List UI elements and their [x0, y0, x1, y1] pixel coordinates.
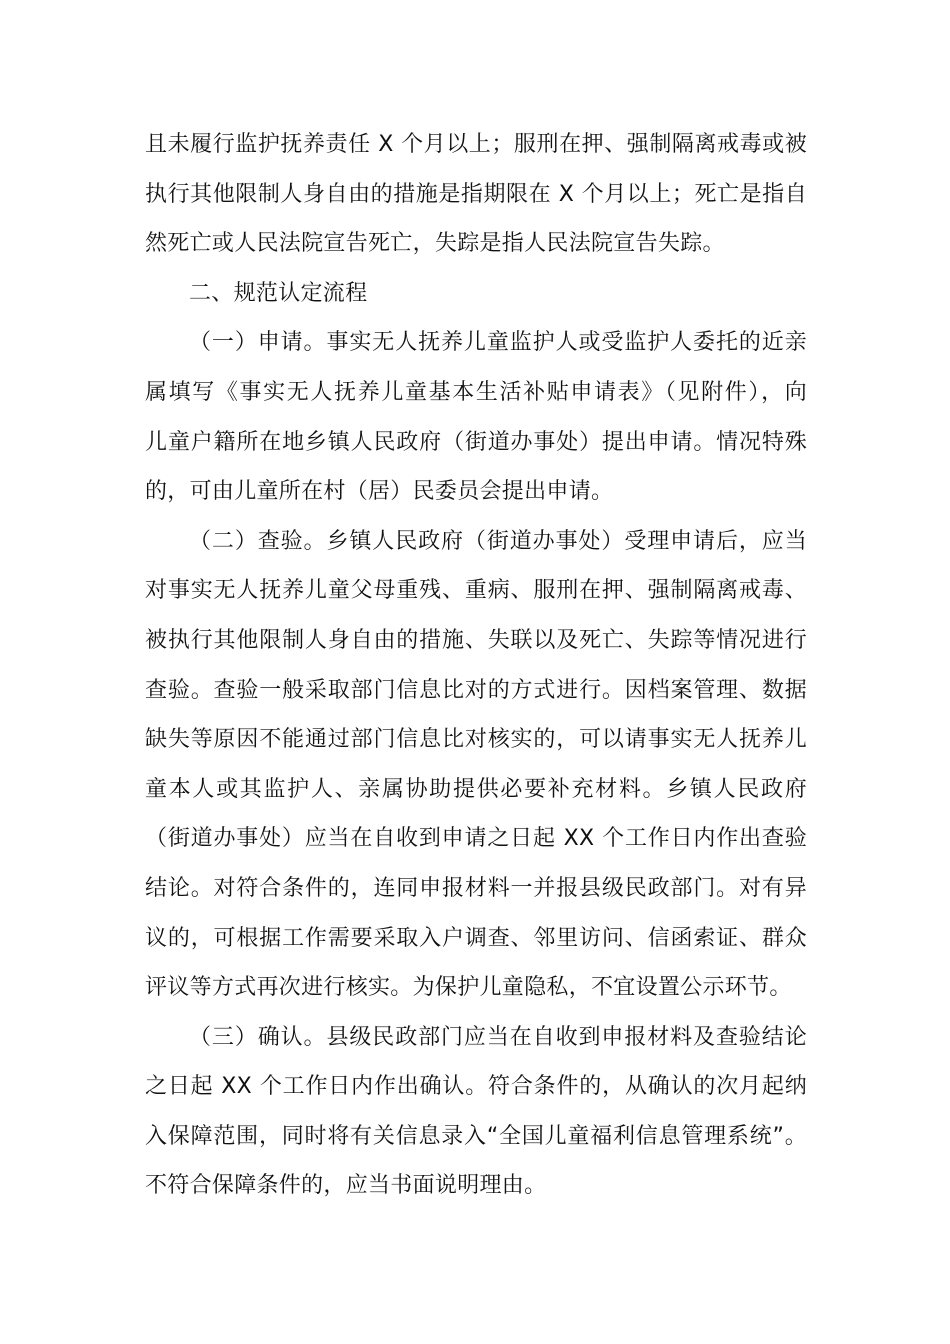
paragraph-line: （一）申请。事实无人抚养儿童监护人或受监护人委托的近亲: [189, 330, 807, 356]
paragraph-line: 缺失等原因不能通过部门信息比对核实的，可以请事实无人抚养儿: [145, 727, 807, 753]
paragraph-line: 的，可由儿童所在村（居）民委员会提出申请。: [145, 479, 614, 505]
paragraph-line: 儿童户籍所在地乡镇人民政府（街道办事处）提出申请。情况特殊: [145, 429, 807, 455]
paragraph-line: 查验。查验一般采取部门信息比对的方式进行。因档案管理、数据: [145, 677, 807, 703]
paragraph-line: 属填写《事实无人抚养儿童基本生活补贴申请表》（见附件），向: [145, 379, 807, 405]
paragraph-line: 对事实无人抚养儿童父母重残、重病、服刑在押、强制隔离戒毒、: [145, 578, 807, 604]
paragraph-line: 不符合保障条件的，应当书面说明理由。: [145, 1173, 547, 1199]
paragraph-line: 结论。对符合条件的，连同申报材料一并报县级民政部门。对有异: [145, 875, 807, 901]
paragraph-line: （街道办事处）应当在自收到申请之日起 XX 个工作日内作出查验: [145, 826, 807, 852]
paragraph-line: 执行其他限制人身自由的措施是指期限在 X 个月以上；死亡是指自: [145, 181, 807, 207]
paragraph-line: 然死亡或人民法院宣告死亡，失踪是指人民法院宣告失踪。: [145, 231, 725, 257]
document-body: [145, 120, 807, 1211]
paragraph-line: 议的，可根据工作需要采取入户调查、邻里访问、信函索证、群众: [145, 925, 807, 951]
paragraph-line: 评议等方式再次进行核实。为保护儿童隐私，不宜设置公示环节。: [145, 975, 792, 1001]
paragraph-line: 入保障范围，同时将有关信息录入“全国儿童福利信息管理系统”。: [145, 1123, 807, 1149]
paragraph-line: （三）确认。县级民政部门应当在自收到申报材料及查验结论: [189, 1024, 807, 1050]
paragraph-line: （二）查验。乡镇人民政府（街道办事处）受理申请后，应当: [189, 528, 807, 554]
paragraph-line: 之日起 XX 个工作日内作出确认。符合条件的，从确认的次月起纳: [145, 1074, 807, 1100]
paragraph-line: 被执行其他限制人身自由的措施、失联以及死亡、失踪等情况进行: [145, 627, 807, 653]
paragraph-line: 且未履行监护抚养责任 X 个月以上；服刑在押、强制隔离戒毒或被: [145, 132, 807, 157]
paragraph-line: 童本人或其监护人、亲属协助提供必要补充材料。乡镇人民政府: [145, 776, 807, 802]
section-heading: 二、规范认定流程: [189, 280, 368, 306]
